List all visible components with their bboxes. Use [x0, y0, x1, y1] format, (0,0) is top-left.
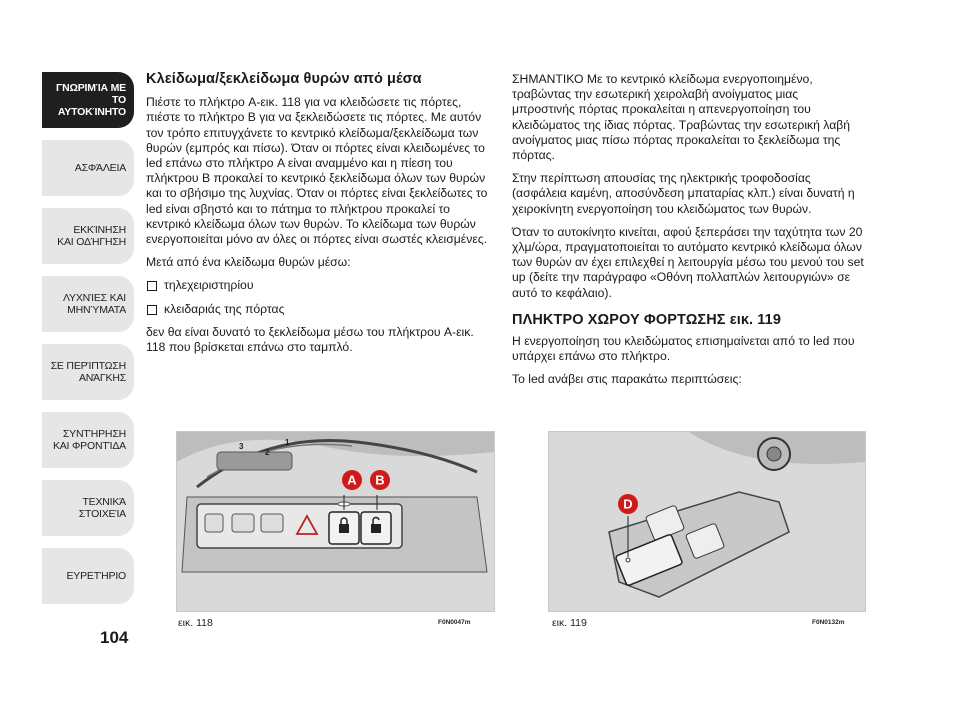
paragraph: ΣΗΜΑΝΤΙΚΟ Με το κεντρικό κλείδωμα ενεργοποιημένο, τραβώντας την εσωτερική χειρολαβή ανοίγματος μιας μπροστινής πόρτας προκαλείται η απενεργοποίηση του κλειδώματος της ίδιας πόρτας. Τραβώντας την εσωτερική λαβή ανοίγματος μιας πίσω πόρτας προκαλείται το ξεκλείδωμα της πόρτας.	[512, 72, 851, 163]
paragraph: Μετά από ένα κλείδωμα θυρών μέσω:	[146, 255, 351, 270]
tab-maintenance[interactable]: ΣΥΝΤΉΡΗΣΗ ΚΑΙ ΦΡΟΝΤΊΔΑ	[42, 412, 134, 468]
paragraph: Το led ανάβει στις παρακάτω περιπτώσεις:	[512, 372, 742, 387]
section-title-cargo-button: ΠΛΗΚΤΡΟ ΧΩΡΟΥ ΦΟΡΤΩΣΗΣ εικ. 119	[512, 311, 781, 328]
checkbox-bullet-icon	[147, 305, 157, 315]
svg-text:D: D	[623, 496, 633, 512]
tab-safety[interactable]: ΑΣΦΆΛΕΙΑ	[42, 140, 134, 196]
list-item: κλειδαριάς της πόρτας	[146, 302, 494, 317]
left-column	[146, 72, 494, 363]
lock-icon	[339, 524, 349, 533]
tab-getting-to-know[interactable]: ΓΝΩΡΙΜΊΑ ΜΕ ΤΟ ΑΥΤΟΚΊΝΗΤΟ	[42, 72, 134, 128]
dial-number-2: 2	[265, 448, 270, 457]
figure-code-119: F0N0132m	[812, 619, 845, 626]
figure-dashboard-lock-buttons	[176, 431, 495, 612]
figure-caption-118: εικ. 118	[178, 617, 213, 629]
unlock-icon	[371, 524, 381, 533]
tab-starting-driving[interactable]: ΕΚΚΊΝΗΣΗ ΚΑΙ ΟΔΉΓΗΣΗ	[42, 208, 134, 264]
paragraph: Πιέστε το πλήκτρο A-εικ. 118 για να κλειδώσετε τις πόρτες, πιέστε το πλήκτρο B για να ξεκλειδώσετε τις πόρτες. Με αυτόν τον τρόπο επιτυγχάνετε το κεντρικό κλείδωμα/ξεκλείδωμα των θυρών (εμπρός και πίσω). Όταν οι πόρτες είναι κλειδωμένες το led επάνω στο πλήκτρο A είναι αναμμένο και η πίεση του πλήκτρου B προκαλεί το κεντρικό ξεκλείδωμα όλων των θυρών και το σβήσιμο της λυχνίας. Όταν οι πόρτες είναι ξεκλείδωτες το led είναι σβηστό και το πάτημα το πλήκτρου προκαλεί το κεντρικό κλείδωμα όλων των θυρών. Το κλείδωμα των θυρών ενεργοποιείται μόνο αν όλες οι πόρτες είναι σωστές κλεισμένες.	[146, 95, 488, 247]
tab-technical-data[interactable]: ΤΕΧΝΙΚΆ ΣΤΟΙΧΕΊΑ	[42, 480, 134, 536]
svg-text:A: A	[347, 472, 357, 488]
figure-code-118: F0N0047m	[438, 619, 471, 626]
paragraph: Η ενεργοποίηση του κλειδώματος επισημαίνεται από το led που υπάρχει επάνω στο πλήκτρο.	[512, 334, 855, 364]
figure-cargo-lock-button	[548, 431, 866, 612]
chapter-sidebar	[42, 72, 134, 616]
page-number: 104	[100, 628, 129, 647]
tab-emergency[interactable]: ΣΕ ΠΕΡΊΠΤΩΣΗ ΑΝΆΓΚΗΣ	[42, 344, 134, 400]
right-column	[512, 72, 864, 396]
figure-caption-119: εικ. 119	[552, 617, 587, 629]
dial-number-1: 1	[285, 438, 290, 447]
door-panel-illustration	[549, 432, 865, 611]
list-item: τηλεχειριστηρίου	[146, 278, 494, 293]
paragraph: δεν θα είναι δυνατό το ξεκλείδωμα μέσω του πλήκτρου A-εικ. 118 που βρίσκεται επάνω στο ταμπλό.	[146, 324, 474, 355]
paragraph: Στην περίπτωση απουσίας της ηλεκτρικής τροφοδοσίας (ασφάλεια καμένη, αποσύνδεση μπαταρίας κλπ.) είναι δυνατή η χειροκίνητη ενεργοποίηση του κλειδώματος των θυρών.	[512, 171, 855, 216]
dial-number-3: 3	[239, 442, 244, 451]
tab-index[interactable]: ΕΥΡΕΤΉΡΙΟ	[42, 548, 134, 604]
svg-text:B: B	[375, 472, 385, 488]
tab-warning-lights[interactable]: ΛΥΧΝΊΕΣ ΚΑΙ ΜΗΝΎΜΑΤΑ	[42, 276, 134, 332]
checkbox-bullet-icon	[147, 281, 157, 291]
dashboard-illustration	[177, 432, 494, 611]
section-title-door-locking: Κλείδωμα/ξεκλείδωμα θυρών από μέσα	[146, 71, 422, 87]
paragraph: Όταν το αυτοκίνητο κινείται, αφού ξεπεράσει την ταχύτητα των 20 χλμ/ώρα, πραγματοποιείται το αυτόματο κεντρικό κλείδωμα όλων των θυρών αν έχει επιλεχθεί η λειτουργία μέσω του μενού του set up (δείτε την παράγραφο «Οθόνη πολλαπλών λειτουργιών» σε αυτό το κεφάλαιο).	[512, 224, 864, 300]
